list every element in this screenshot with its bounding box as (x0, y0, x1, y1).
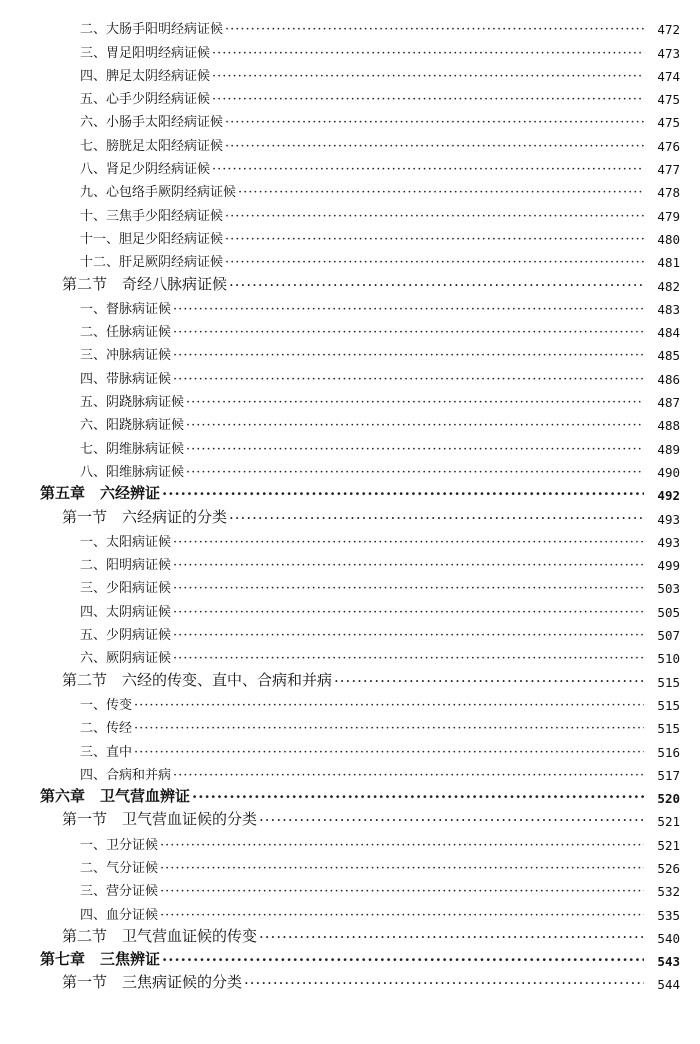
toc-entry-page-number: 544 (657, 977, 680, 993)
toc-entry-page-number: 540 (657, 930, 680, 946)
dot-leader (186, 442, 644, 457)
toc-entry-page-number: 480 (657, 231, 680, 247)
dot-leader (212, 162, 644, 177)
toc-entry-title: 六、阳跷脉病证候 (80, 418, 185, 434)
dot-leader (162, 485, 644, 503)
dot-leader (134, 745, 644, 760)
toc-entry-page-number: 521 (657, 837, 680, 853)
toc-entry-title: 第二节 奇经八脉病证候 (62, 274, 228, 293)
toc-entry-item (0, 573, 700, 596)
toc-entry-title: 六、小肠手太阳经病证候 (80, 115, 224, 131)
toc-entry-page-number: 490 (657, 464, 680, 480)
dot-leader (259, 928, 644, 946)
dot-leader (173, 605, 644, 620)
toc-entry-page-number: 515 (657, 674, 680, 690)
toc-entry-item (0, 340, 700, 363)
dot-leader (229, 509, 644, 527)
toc-entry-page-number: 482 (657, 278, 680, 294)
dot-leader (212, 92, 644, 107)
toc-entry-title: 第一节 卫气营血证候的分类 (62, 810, 258, 829)
dot-leader (173, 651, 644, 666)
toc-entry-page-number: 475 (657, 92, 680, 108)
dot-leader (160, 884, 644, 899)
toc-entry-title: 第二节 卫气营血证候的传变 (62, 926, 258, 945)
toc-entry-section (0, 969, 700, 992)
toc-entry-title: 四、带脉病证候 (80, 371, 172, 387)
toc-entry-page-number: 517 (657, 767, 680, 783)
toc-entry-item (0, 550, 700, 573)
toc-entry-title: 二、大肠手阳明经病证候 (80, 22, 224, 38)
dot-leader (212, 69, 644, 84)
toc-entry-page-number: 475 (657, 115, 680, 131)
toc-entry-item (0, 14, 700, 37)
dot-leader (186, 418, 644, 433)
toc-entry-page-number: 507 (657, 628, 680, 644)
toc-entry-item (0, 643, 700, 666)
toc-entry-page-number: 503 (657, 581, 680, 597)
toc-entry-page-number: 474 (657, 68, 680, 84)
toc-entry-page-number: 505 (657, 604, 680, 620)
toc-entry-item (0, 760, 700, 783)
toc-entry-page-number: 510 (657, 651, 680, 667)
toc-entry-page-number: 526 (657, 860, 680, 876)
toc-entry-title: 三、胃足阳明经病证候 (80, 45, 211, 61)
toc-entry-item (0, 596, 700, 619)
toc-entry-title: 二、阳明病证候 (80, 558, 172, 574)
toc-entry-page-number: 515 (657, 697, 680, 713)
toc-entry-title: 第六章 卫气营血辨证 (40, 787, 191, 806)
toc-entry-page-number: 484 (657, 325, 680, 341)
toc-entry-item (0, 736, 700, 759)
toc-entry-page-number: 479 (657, 208, 680, 224)
toc-entry-item (0, 61, 700, 84)
toc-entry-page-number: 535 (657, 907, 680, 923)
dot-leader (173, 325, 644, 340)
toc-entry-title: 三、冲脉病证候 (80, 348, 172, 364)
toc-entry-item (0, 620, 700, 643)
toc-entry-title: 四、太阴病证候 (80, 604, 172, 620)
toc-entry-item (0, 247, 700, 270)
dot-leader (173, 768, 644, 783)
toc-entry-title: 三、少阳病证候 (80, 581, 172, 597)
dot-leader (225, 232, 644, 247)
dot-leader (212, 46, 644, 61)
toc-entry-item (0, 876, 700, 899)
dot-leader (225, 115, 644, 130)
toc-entry-page-number: 477 (657, 162, 680, 178)
dot-leader (173, 581, 644, 596)
dot-leader (192, 788, 644, 806)
toc-entry-item (0, 899, 700, 922)
toc-entry-title: 三、营分证候 (80, 884, 159, 900)
toc-entry-item (0, 130, 700, 153)
toc-entry-section (0, 503, 700, 526)
toc-entry-title: 第一节 六经病证的分类 (62, 507, 228, 526)
toc-entry-title: 四、脾足太阴经病证候 (80, 68, 211, 84)
dot-leader (238, 185, 644, 200)
toc-entry-title: 一、卫分证候 (80, 837, 159, 853)
dot-leader (334, 672, 644, 690)
dot-leader (134, 698, 644, 713)
toc-entry-title: 第七章 三焦辨证 (40, 950, 161, 969)
toc-entry-item (0, 107, 700, 130)
toc-entry-item (0, 829, 700, 852)
toc-entry-page-number: 483 (657, 301, 680, 317)
dot-leader (186, 395, 644, 410)
toc-entry-title: 一、传变 (80, 697, 133, 713)
dot-leader (173, 558, 644, 573)
toc-entry-title: 十、三焦手少阳经病证候 (80, 208, 224, 224)
toc-entry-item (0, 690, 700, 713)
dot-leader (225, 139, 644, 154)
toc-entry-title: 八、阳维脉病证候 (80, 464, 185, 480)
dot-leader (186, 465, 644, 480)
toc-entry-page-number: 488 (657, 418, 680, 434)
toc-entry-title: 二、气分证候 (80, 860, 159, 876)
toc-entry-item (0, 200, 700, 223)
dot-leader (160, 838, 644, 853)
dot-leader (160, 908, 644, 923)
toc-entry-title: 二、传经 (80, 721, 133, 737)
toc-entry-page-number: 516 (657, 744, 680, 760)
toc-entry-page-number: 499 (657, 558, 680, 574)
toc-entry-item (0, 527, 700, 550)
toc-entry-page-number: 486 (657, 371, 680, 387)
toc-entry-page-number: 472 (657, 22, 680, 38)
toc-entry-page-number: 543 (657, 954, 680, 970)
toc-entry-title: 四、合病和并病 (80, 767, 172, 783)
toc-entry-title: 十二、肝足厥阴经病证候 (80, 255, 224, 271)
toc-entry-section (0, 270, 700, 293)
toc-entry-title: 五、阴跷脉病证候 (80, 395, 185, 411)
toc-entry-title: 五、少阴病证候 (80, 628, 172, 644)
dot-leader (160, 861, 644, 876)
toc-entry-title: 五、心手少阴经病证候 (80, 92, 211, 108)
toc-entry-title: 七、膀胱足太阳经病证候 (80, 138, 224, 154)
toc-entry-item (0, 224, 700, 247)
dot-leader (225, 209, 644, 224)
toc-entry-item (0, 457, 700, 480)
toc-entry-title: 二、任脉病证候 (80, 325, 172, 341)
toc-entry-item (0, 154, 700, 177)
toc-entry-item (0, 853, 700, 876)
toc-entry-page-number: 492 (657, 488, 680, 504)
toc-entry-title: 第五章 六经辨证 (40, 484, 161, 503)
toc-entry-item (0, 433, 700, 456)
toc-entry-title: 三、直中 (80, 744, 133, 760)
dot-leader (259, 811, 644, 829)
toc-entry-title: 八、肾足少阴经病证候 (80, 162, 211, 178)
toc-entry-item (0, 294, 700, 317)
dot-leader (173, 535, 644, 550)
toc-entry-chapter (0, 480, 700, 503)
toc-entry-item (0, 317, 700, 340)
dot-leader (244, 974, 644, 992)
toc-entry-page-number: 476 (657, 138, 680, 154)
toc-entry-page-number: 493 (657, 534, 680, 550)
toc-entry-page-number: 478 (657, 185, 680, 201)
toc-entry-page-number: 493 (657, 511, 680, 527)
toc-entry-page-number: 487 (657, 395, 680, 411)
toc-entry-page-number: 485 (657, 348, 680, 364)
toc-entry-section (0, 666, 700, 689)
toc-entry-page-number: 515 (657, 721, 680, 737)
toc-entry-title: 七、阴维脉病证候 (80, 441, 185, 457)
toc-entry-item (0, 177, 700, 200)
toc-entry-item (0, 37, 700, 60)
toc-entry-title: 一、太阳病证候 (80, 534, 172, 550)
dot-leader (225, 22, 644, 37)
toc-entry-item (0, 387, 700, 410)
toc-entry-page-number: 520 (657, 791, 680, 807)
dot-leader (173, 302, 644, 317)
toc-entry-page-number: 521 (657, 814, 680, 830)
toc-entry-page-number: 489 (657, 441, 680, 457)
toc-entry-title: 九、心包络手厥阴经病证候 (80, 185, 237, 201)
toc-entry-page-number: 473 (657, 45, 680, 61)
dot-leader (229, 276, 644, 294)
dot-leader (134, 721, 644, 736)
dot-leader (173, 348, 644, 363)
toc-entry-title: 六、厥阴病证候 (80, 651, 172, 667)
toc-entry-title: 十一、胆足少阳经病证候 (80, 231, 224, 247)
table-of-contents (0, 14, 700, 992)
toc-entry-section (0, 923, 700, 946)
toc-entry-page-number: 532 (657, 884, 680, 900)
toc-entry-title: 第一节 三焦病证候的分类 (62, 973, 243, 992)
toc-entry-title: 第二节 六经的传变、直中、合病和并病 (62, 670, 333, 689)
toc-entry-title: 一、督脉病证候 (80, 301, 172, 317)
dot-leader (173, 372, 644, 387)
toc-entry-chapter (0, 783, 700, 806)
toc-entry-item (0, 363, 700, 386)
dot-leader (162, 951, 644, 969)
toc-entry-item (0, 410, 700, 433)
dot-leader (173, 628, 644, 643)
toc-entry-page-number: 481 (657, 255, 680, 271)
toc-entry-chapter (0, 946, 700, 969)
toc-entry-section (0, 806, 700, 829)
toc-entry-item (0, 713, 700, 736)
toc-entry-title: 四、血分证候 (80, 907, 159, 923)
toc-entry-item (0, 84, 700, 107)
dot-leader (225, 255, 644, 270)
